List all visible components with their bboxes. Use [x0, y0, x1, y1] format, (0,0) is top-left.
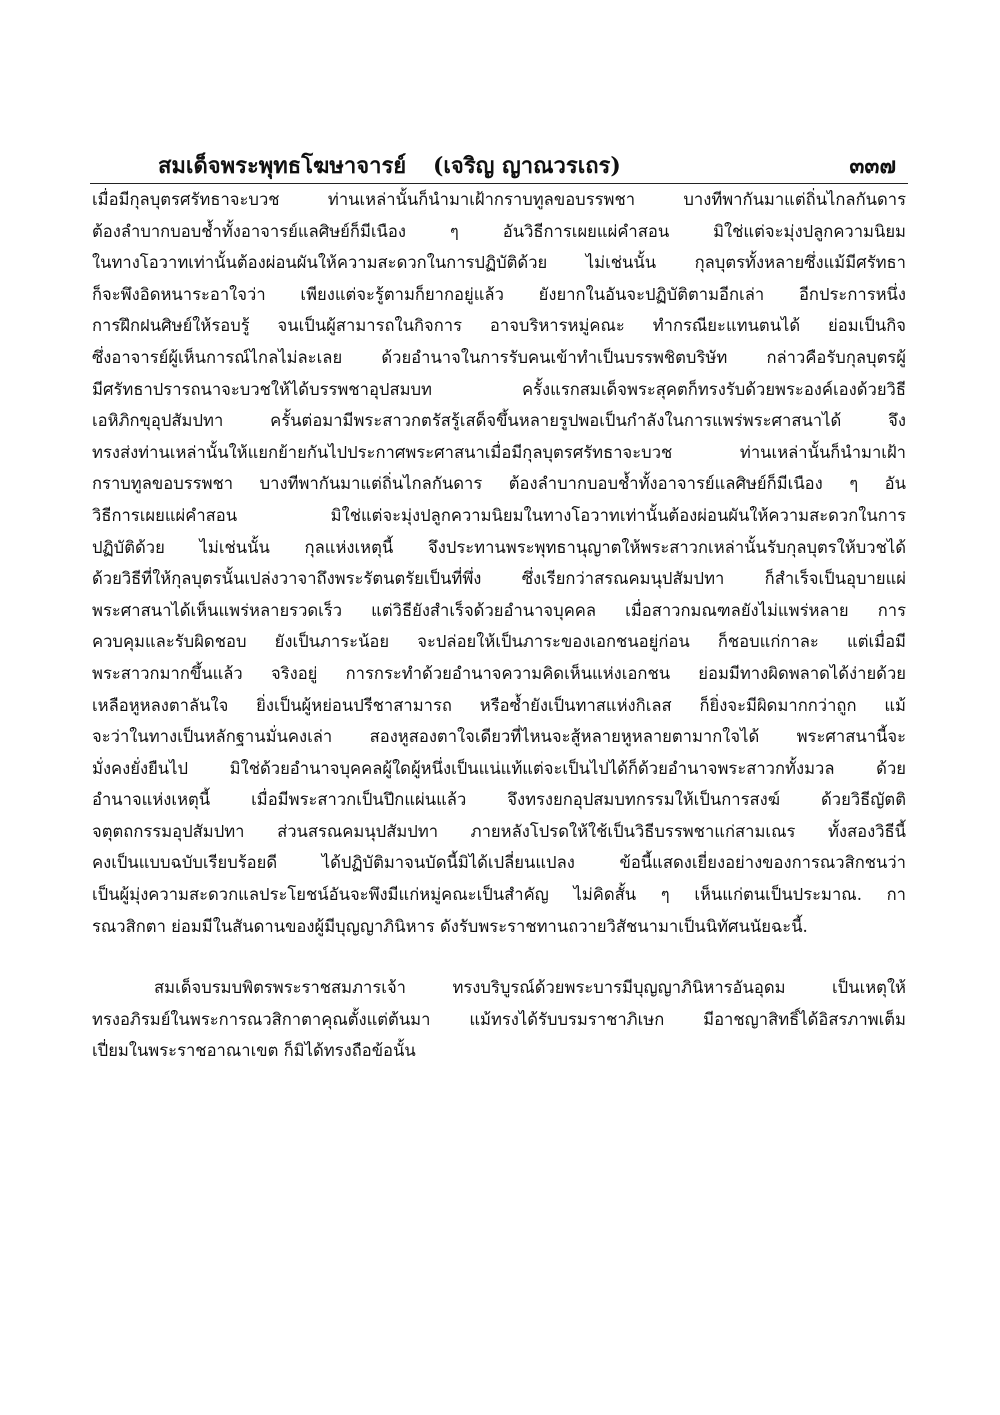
paragraph-2 — [92, 972, 906, 1067]
text-line: ทรงอภิรมย์ในพระการณวสิกาตาคุณตั้งแต่ต้นมา แม้ทรงได้รับบรมราชาภิเษก มีอาชญาสิทธิ์ได้อิสรภาพเต็ม — [92, 1009, 906, 1029]
text-line: ก็จะพึงอิดหนาระอาใจว่า เพียงแต่จะรู้ตามก็ยากอยู่แล้ว ยังยากในอันจะปฏิบัติตามอีกเล่า อีกประการหนึ่ง — [92, 284, 906, 304]
paragraph-gap — [92, 942, 906, 972]
text-line: กราบทูลขอบรรพชา บางทีพากันมาแต่ถิ่นไกลกันดาร ต้องลำบากบอบช้ำทั้งอาจารย์แลศิษย์ก็มีเนือง ๆ อัน — [92, 474, 906, 494]
text-line: การฝึกฝนศิษย์ให้รอบรู้ จนเป็นผู้สามารถในกิจการ อาจบริหารหมู่คณะ ทำกรณียะแทนตนได้ ย่อมเป็นกิจ — [92, 316, 906, 336]
text-line: มีศรัทธาปรารถนาจะบวชให้ได้บรรพชาอุปสมบท ครั้งแรกสมเด็จพระสุคตก็ทรงรับด้วยพระองค์เองด้วยวิธี — [92, 379, 906, 399]
text-line: เปี่ยมในพระราชอาณาเขต ก็มิได้ทรงถือข้อนั้น — [92, 1041, 416, 1061]
paragraph-1 — [92, 184, 906, 942]
text-line: ในทางโอวาทเท่านั้นต้องผ่อนผันให้ความสะดวกในการปฏิบัติด้วย ไม่เช่นนั้น กุลบุตรทั้งหลายซึ่งแม้มีศรัทธา — [92, 253, 906, 273]
page-header — [90, 148, 908, 182]
text-line: ต้องลำบากบอบช้ำทั้งอาจารย์แลศิษย์ก็มีเนือง ๆ อันวิธีการเผยแผ่คำสอน มิใช่แต่จะมุ่งปลูกความนิยม — [92, 221, 906, 241]
text-line: ซึ่งอาจารย์ผู้เห็นการณ์ไกลไม่ละเลย ด้วยอำนาจในการรับคนเข้าทำเป็นบรรพชิตบริษัท กล่าวคือรับกุลบุตรผู้ — [92, 347, 906, 367]
text-line: ปฏิบัติด้วย ไม่เช่นนั้น กุลแห่งเหตุนี้ จึงประทานพระพุทธานุญาตให้พระสาวกเหล่านั้นรับกุลบุตรให้บวชได้ — [92, 537, 906, 557]
text-line: ทรงส่งท่านเหล่านั้นให้แยกย้ายกันไปประกาศพระศาสนาเมื่อมีกุลบุตรศรัทธาจะบวช ท่านเหล่านั้นก็นำมาเฝ้า — [92, 442, 906, 462]
body-text — [92, 184, 906, 1067]
text-line: อำนาจแห่งเหตุนี้ เมื่อมีพระสาวกเป็นปึกแผ่นแล้ว จึงทรงยกอุปสมบทกรรมให้เป็นการสงฆ์ ด้วยวิธีญัตติ — [92, 790, 906, 810]
text-line: เมื่อมีกุลบุตรศรัทธาจะบวช ท่านเหล่านั้นก็นำมาเฝ้ากราบทูลขอบรรพชา บางทีพากันมาแต่ถิ่นไกลกันดาร — [92, 190, 906, 209]
page-number: ๓๓๗ — [849, 153, 896, 179]
text-line: เอหิภิกขุอุปสัมปทา ครั้นต่อมามีพระสาวกตรัสรู้เสด็จขึ้นหลายรูปพอเป็นกำลังในการแพร่พระศาสนาได้ จึง — [92, 411, 906, 431]
text-line: พระสาวกมากขึ้นแล้ว จริงอยู่ การกระทำด้วยอำนาจความคิดเห็นแห่งเอกชน ย่อมมีทางผิดพลาดได้ง่ายด้วย — [92, 663, 906, 683]
header-subtitle: (เจริญ ญาณวรเถร) — [433, 153, 621, 179]
header-title: สมเด็จพระพุทธโฆษาจารย์ — [158, 153, 407, 179]
text-line: คงเป็นแบบฉบับเรียบร้อยดี ได้ปฏิบัติมาจนบัดนี้มิได้เปลี่ยนแปลง ข้อนี้แสดงเยี่ยงอย่างของการณวสิกชนว่า — [92, 853, 906, 873]
text-line: วิธีการเผยแผ่คำสอน มิใช่แต่จะมุ่งปลูกความนิยมในทางโอวาทเท่านั้นต้องผ่อนผันให้ความสะดวกในการ — [92, 505, 906, 525]
text-line: พระศาสนาได้เห็นแพร่หลายรวดเร็ว แต่วิธียังสำเร็จด้วยอำนาจบุคคล เมื่อสาวกมณฑลยังไม่แพร่หลาย การ — [92, 600, 906, 620]
text-line: จตุตถกรรมอุปสัมปทา ส่วนสรณคมนุปสัมปทา ภายหลังโปรดให้ใช้เป็นวิธีบรรพชาแก่สามเณร ทั้งสองวิธีนี้ — [92, 821, 906, 841]
text-line: เหลือหูหลงตาลันใจ ยิ่งเป็นผู้หย่อนปรีชาสามารถ หรือซ้ำยังเป็นทาสแห่งกิเลส ก็ยิ่งจะมีผิดมากกว่าถูก แม้ — [92, 695, 906, 715]
text-line: ควบคุมและรับผิดชอบ ยังเป็นภาระน้อย จะปล่อยให้เป็นภาระของเอกชนอยู่ก่อน ก็ชอบแก่กาละ แต่เมื่อมี — [92, 632, 906, 652]
text-line: รณวสิกตา ย่อมมีในสันดานของผู้มีบุญญาภินิหาร ดังรับพระราชทานถวายวิสัชนามาเป็นนิทัศนนัยฉะนี้. — [92, 916, 808, 936]
text-line: จะว่าในทางเป็นหลักฐานมั่นคงเล่า สองหูสองตาใจเดียวที่ไหนจะสู้หลายหูหลายตามากใจได้ พระศาสนานี้จะ — [92, 727, 906, 747]
text-line: ด้วยวิธีที่ให้กุลบุตรนั้นเปล่งวาจาถึงพระรัตนตรัยเป็นที่พึ่ง ซึ่งเรียกว่าสรณคมนุปสัมปทา ก็สำเร็จเป็นอุบายแผ่ — [92, 569, 906, 589]
text-line: มั่งคงยั่งยืนไป มิใช่ด้วยอำนาจบุคคลผู้ใดผู้หนึ่งเป็นแน่แท้แต่จะเป็นไปได้ก็ด้วยอำนาจพระสาวกทั้งมวล ด้วย — [92, 758, 906, 778]
text-line: สมเด็จบรมบพิตรพระราชสมภารเจ้า ทรงบริบูรณ์ด้วยพระบารมีบุญญาภินิหารอันอุดม เป็นเหตุให้ — [154, 978, 906, 998]
text-line: เป็นผู้มุ่งความสะดวกแลประโยชน์อันจะพึงมีแก่หมู่คณะเป็นสำคัญ ไม่คิดสั้น ๆ เห็นแก่ตนเป็นประมาณ. กา — [92, 885, 906, 905]
